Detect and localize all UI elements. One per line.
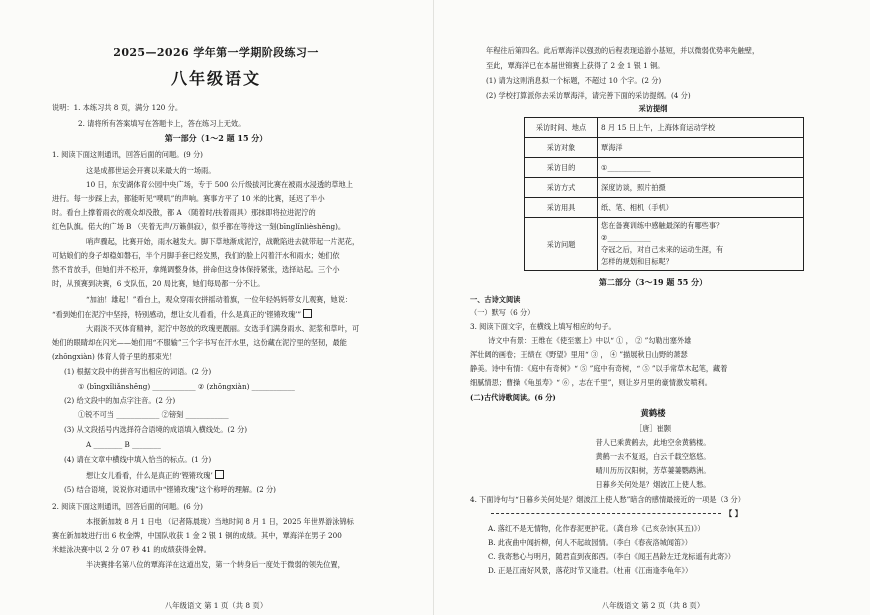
subquestion-1-4-text: 想让女儿看看，什么是真正的‘铿锵玫瑰’ [0,470,432,481]
subquestion-1-1-answers: ① (bīngxǐliǎnshēng) ____________ ② (zhōngxiàn) ____________ [78,382,295,391]
interview-outline-table [524,117,804,271]
exam-subject-title: 八年级语文 [170,69,261,88]
page-divider [433,0,434,615]
poem-line: 日暮乡关何处是？烟波江上使人愁。 [595,480,711,489]
table-row: 采访时间、地点 8 月 15 日上午，上海体育运动学校 [525,118,804,138]
table-row: 采访目的 ①____________ [525,158,804,178]
poem-line: 晴川历历汉阳树，芳草萋萋鹦鹉洲。 [595,466,711,475]
question-4-answer-line [488,509,870,519]
passage-line: 可姑娘们的身子却稳如磐石，半个月脚手套已经发黑，我们的脸上闪着汗水和雨水；她们依 [52,251,340,260]
instructions-line-1: 说明：1. 本练习共 8 页，满分 120 分。 [52,103,183,112]
question-3-line: 诗文中有景：王维在《使至塞上》中以“ ① ， ② ”勾勒出塞外雄 [488,336,692,345]
subquestion-1-3: (3) 从文段括号内选择符合语境的成语填入横线处。(2 分) [64,425,248,434]
page-footer: 八年级语文 第 1 页（共 8 页） [164,601,268,610]
question-3-line: 浑壮阔的画卷；王绩在《野望》里用“ ③ ， ④ ”描展秋日山野的萧瑟 [470,350,688,359]
subquestion-1-1: (1) 根据文段中的拼音写出相应的词语。(2 分) [64,367,212,376]
subquestion-1-5: (5) 结合语境，说说你对通讯中“铿锵玫瑰”这个称呼的理解。(2 分) [64,485,276,494]
option-d: D. 正是江南好风景，落花时节又逢君。（杜甫《江南逢李龟年》） [488,566,693,575]
question-3-line: 静美。诗中有情：《庭中有奇树》“ ⑤ ”庭中有奇树，“ ⑤ ”以手常草木起笔，藏着 [470,364,728,373]
passage-line: 她们的眼睛却在闪光——她们用“不服输”三个字书写在汗水里，这份藏在泥泞里的坚韧，最能 [52,338,347,347]
interview-question-blank: ②____________ [601,233,651,242]
part1-heading: 第一部分（1～2 题 15 分） [164,133,268,143]
question-3-line: 细腻情思；曹操《龟虽寿》“ ⑥ ，志在千里”，则让岁月里的豪情激发喷利。 [470,378,712,387]
instructions-line-2: 2. 请将所有答案填写在答题卡上，答在练习上无效。 [78,119,246,128]
option-b: B. 此夜曲中闻折柳，何人不起故园情。（李白《春夜洛城闻笛》） [488,538,692,547]
dotted-leader [491,513,721,514]
exam-header-years: 2025—2026 学年第一学期阶段练习一 [113,46,319,59]
passage-line: “看到她们在泥泞中坚持，特别感动，想让女儿看看，什么是真正的‘铿锵玫瑰’” [0,309,432,320]
punctuation-answer-box [303,309,312,318]
table-row: 采访问题 您在备赛训练中感触最深的有哪些事？ ②____________ 夺冠之后，对自己未来的运动生涯，有 怎样的规划和目标呢？ [525,218,804,271]
interview-outline-title: 采访提纲 [638,104,668,113]
poem-line: 昔人已乘黄鹤去，此地空余黄鹤楼。 [595,438,711,447]
passage-line: (zhōngxiàn) 体育人骨子里的那束光！ [52,352,177,361]
question-4-stem: 4. 下面诗句与“日暮乡关何处是？烟波江上使人愁”暗含的感情最接近的一项是（3 分） [470,495,745,504]
page-footer: 八年级语文 第 2 页（共 8 页） [601,601,705,610]
subquestion-1-4: (4) 请在文章中横线中填入恰当的标点。(1 分) [64,455,212,464]
passage-line: “加油！雄起！”看台上，观众穿雨衣拼摇动着旗，一位年轻妈妈带女儿观赛，她说： [86,295,353,304]
subquestion-2-1: (1) 请为这则消息拟一个标题，不超过 10 个字。(2 分) [486,76,662,85]
passage-line: 然不肯放手，但她们并不松开，拿绳调整身体，拼命但这身体保持紧张，选择站起。三个小 [52,265,340,274]
question-1-stem: 1. 阅读下面这则通讯，回答后面的问题。(9 分) [52,150,203,159]
passage-line: 10 日，东安湖体育公园中央广场，专于 500 公斤级拔河比赛在被雨水浸透的草地上 [86,180,353,189]
subquestion-2-2: (2) 学校打算派你去采访覃海洋，请完善下面的采访提纲。(4 分) [486,91,691,100]
table-row: 采访用具 纸、笔、相机（手机） [525,198,804,218]
subsection-poetry: (二)古代诗歌阅读。(6 分) [470,393,556,402]
news-line: 本报新加坡 8 月 1 日电 （记者陈晨珑）当地时间 8 月 1 日，2025 年世界游泳锦标 [86,517,354,526]
table-row: 采访对象 覃海洋 [525,138,804,158]
subquestion-1-2-answers: ①锐不可当 ____________ ②镑刻 ____________ [78,410,229,419]
passage-line: 时。看台上撑着雨衣的观众却没散，都 A （随着时/扶着雨具）那抹即将拉进泥泞的 [52,208,316,217]
passage-line: 哨声骤起，比赛开始，雨水越发大。脚下草地渐成泥泞，战靴陷进去就带起一片泥花， [86,237,360,246]
poem-title: 黄鹤楼 [640,408,666,418]
exam-page-2 [436,0,870,615]
option-c: C. 我寄愁心与明月，随君直到夜郎西。（李白《闻王昌龄左迁龙标遥有此寄》） [488,552,735,561]
passage-line: 红色队旗。偌大的广场 B （夹着无声/万籁俱寂），似乎都在等待这一刻(bīnglǐnlièshēng)。 [52,222,346,231]
section-classical-reading: 一、古诗文阅读 [470,295,521,304]
poem-author: ［唐］崔颢 [635,424,671,433]
answer-bracket: 【 】 [725,509,742,518]
question-3-stem: 3. 阅读下面文字，在横线上填写相应的句子。 [470,322,616,331]
question-2-stem: 2. 阅读下面这则通讯，回答后面的问题。(6 分) [52,502,203,511]
news-continued-line: 年程往后第四名。此后覃海洋以强劲的后程表现追游小基短，并以微弱优势率先触壁， [486,46,760,55]
news-line: 赛在新加坡进行出 6 枚金牌，中国队收获 1 金 2 银 1 铜的成绩。其中，覃海洋在男子 200 [52,531,342,540]
subquestion-1-3-answers: A ________ B ________ [86,440,161,449]
interview-question: 怎样的规划和目标呢？ [601,257,673,266]
subquestion-1-2: (2) 给文段中的加点字注音。(2 分) [64,396,176,405]
passage-line: 这是成都世运会开赛以来最大的一场雨。 [86,166,216,175]
news-line: 米蛙泳决赛中以 2 分 07 秒 41 的成绩获得金牌。 [52,545,211,554]
option-a: A. 落红不是无情物，化作春泥更护花。（龚自珍《己亥杂诗(其五)》） [488,524,705,533]
exam-page-1 [0,0,432,615]
passage-line: 时，从预赛到决赛，6 支队伍，20 局比赛，她们每局都一分不让。 [52,279,265,288]
table-row: 采访方式 深度访谈，照片拍摄 [525,178,804,198]
punctuation-answer-box [215,470,224,479]
news-continued-line: 至此，覃海洋已在本届世锦赛上获得了 2 金 1 银 1 铜。 [486,61,665,70]
subsection-dictation: （一）默写（6 分） [470,308,535,317]
poem-line: 黄鹤一去不复返，白云千载空悠悠。 [595,452,711,461]
news-line: 半决赛排名第八位的覃海洋在这道出发，第一个转身后一度处于微弱的领先位置， [86,560,345,569]
interview-question: 您在备赛训练中感触最深的有哪些事？ [601,221,724,230]
part2-heading: 第二部分（3～19 题 55 分） [598,277,708,287]
passage-line: 进行。每一步踩上去，都能听见“噗叽”的声响。赛事方平了 10 米的比赛，延迟了半小 [52,194,325,203]
passage-line: 大雨淡不灭体育精神，泥泞中怒放的玫瑰更靓丽。女选手们满身雨水、泥浆和草叶，可 [86,324,360,333]
interview-question: 夺冠之后，对自己未来的运动生涯，有 [601,245,724,254]
